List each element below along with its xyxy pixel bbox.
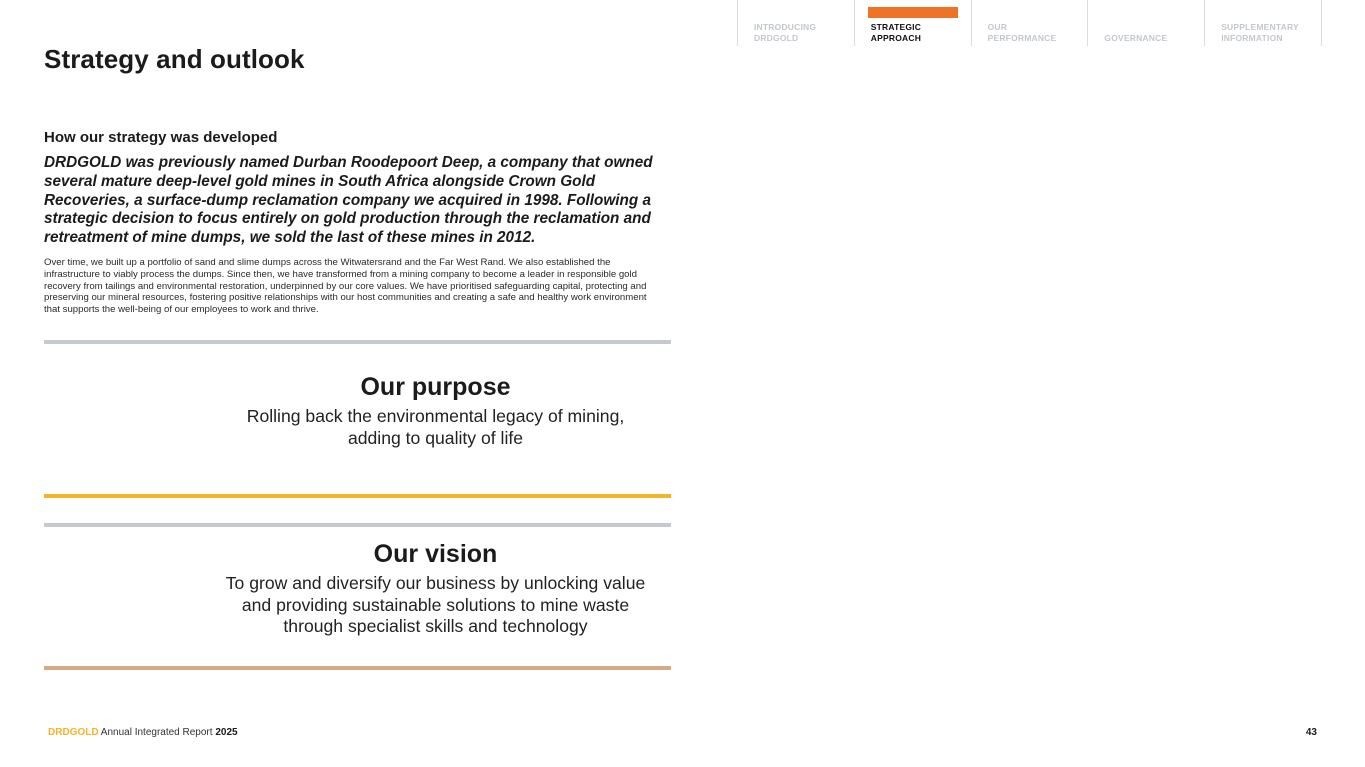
tab-label-line2: DRDGOLD: [754, 32, 799, 43]
page-number: 43: [1305, 727, 1317, 738]
divider-rule: [44, 523, 671, 527]
section-nav: [737, 0, 1322, 46]
tab-label-line2: APPROACH: [870, 32, 922, 43]
purpose-line: Rolling back the environmental legacy of mining,: [246, 406, 625, 426]
tab-label-line1: GOVERNANCE: [1104, 33, 1168, 43]
tab-our-performance[interactable]: [971, 0, 1088, 46]
tab-label-line2: PERFORMANCE: [987, 32, 1057, 43]
purpose-title: Our purpose: [360, 373, 511, 401]
vision-title: Our vision: [373, 540, 498, 568]
page-title: Strategy and outlook: [44, 44, 305, 74]
vision-line: and providing sustainable solutions to mine waste: [241, 594, 630, 615]
vision-statement: [44, 573, 827, 638]
tab-governance[interactable]: [1087, 0, 1204, 46]
footer-report-name: Annual Integrated Report: [100, 727, 213, 738]
vision-line: through specialist skills and technology: [283, 616, 588, 637]
footer-year: 2025: [215, 727, 238, 738]
active-tab-marker: [868, 7, 958, 18]
tab-introducing-drdgold[interactable]: [737, 0, 854, 46]
section-heading: How our strategy was developed: [44, 129, 278, 146]
purpose-line: adding to quality of life: [347, 427, 524, 448]
tab-supplementary-information[interactable]: [1204, 0, 1322, 46]
footer-brand: DRDGOLD: [48, 727, 99, 738]
divider-rule-gold: [44, 494, 671, 498]
report-footer: [48, 727, 238, 738]
intro-body-paragraph: Over time, we built up a portfolio of sand and slime dumps across the Witwatersrand and the Far West Rand. We also established the infrastructure to viably process the dumps. Since then, we have transformed from a mining company to become a leader in responsible gold recovery from tailings and environmental restoration, underpinned by our core values. We have prioritised safeguarding capital, protecting and preserving our mineral resources, fostering positive relationships with our host communities and creating a safe and healthy work environment that supports the well-being of our employees to work and thrive.: [44, 257, 647, 316]
tab-label-line1: OUR: [987, 22, 1008, 32]
tab-label-line1: INTRODUCING: [754, 22, 817, 32]
intro-lead-paragraph: DRDGOLD was previously named Durban Roodepoort Deep, a company that owned several mature deep-level gold mines in South Africa alongside Crown Gold Recoveries, a surface-dump reclamation company we acquired in 1998. Following a strategic decision to focus entirely on gold production through the reclamation and retreatment of mine dumps, we sold the last of these mines in 2012.: [44, 154, 653, 247]
tab-label-line1: SUPPLEMENTARY: [1221, 22, 1299, 32]
vision-line: To grow and diversify our business by unlocking value: [225, 573, 646, 593]
divider-rule: [44, 340, 671, 344]
divider-rule-tan: [44, 666, 671, 670]
purpose-statement: [44, 406, 827, 449]
tab-strategic-approach[interactable]: [854, 0, 971, 46]
tab-label-line1: STRATEGIC: [870, 22, 922, 32]
tab-label-line2: INFORMATION: [1221, 32, 1283, 43]
